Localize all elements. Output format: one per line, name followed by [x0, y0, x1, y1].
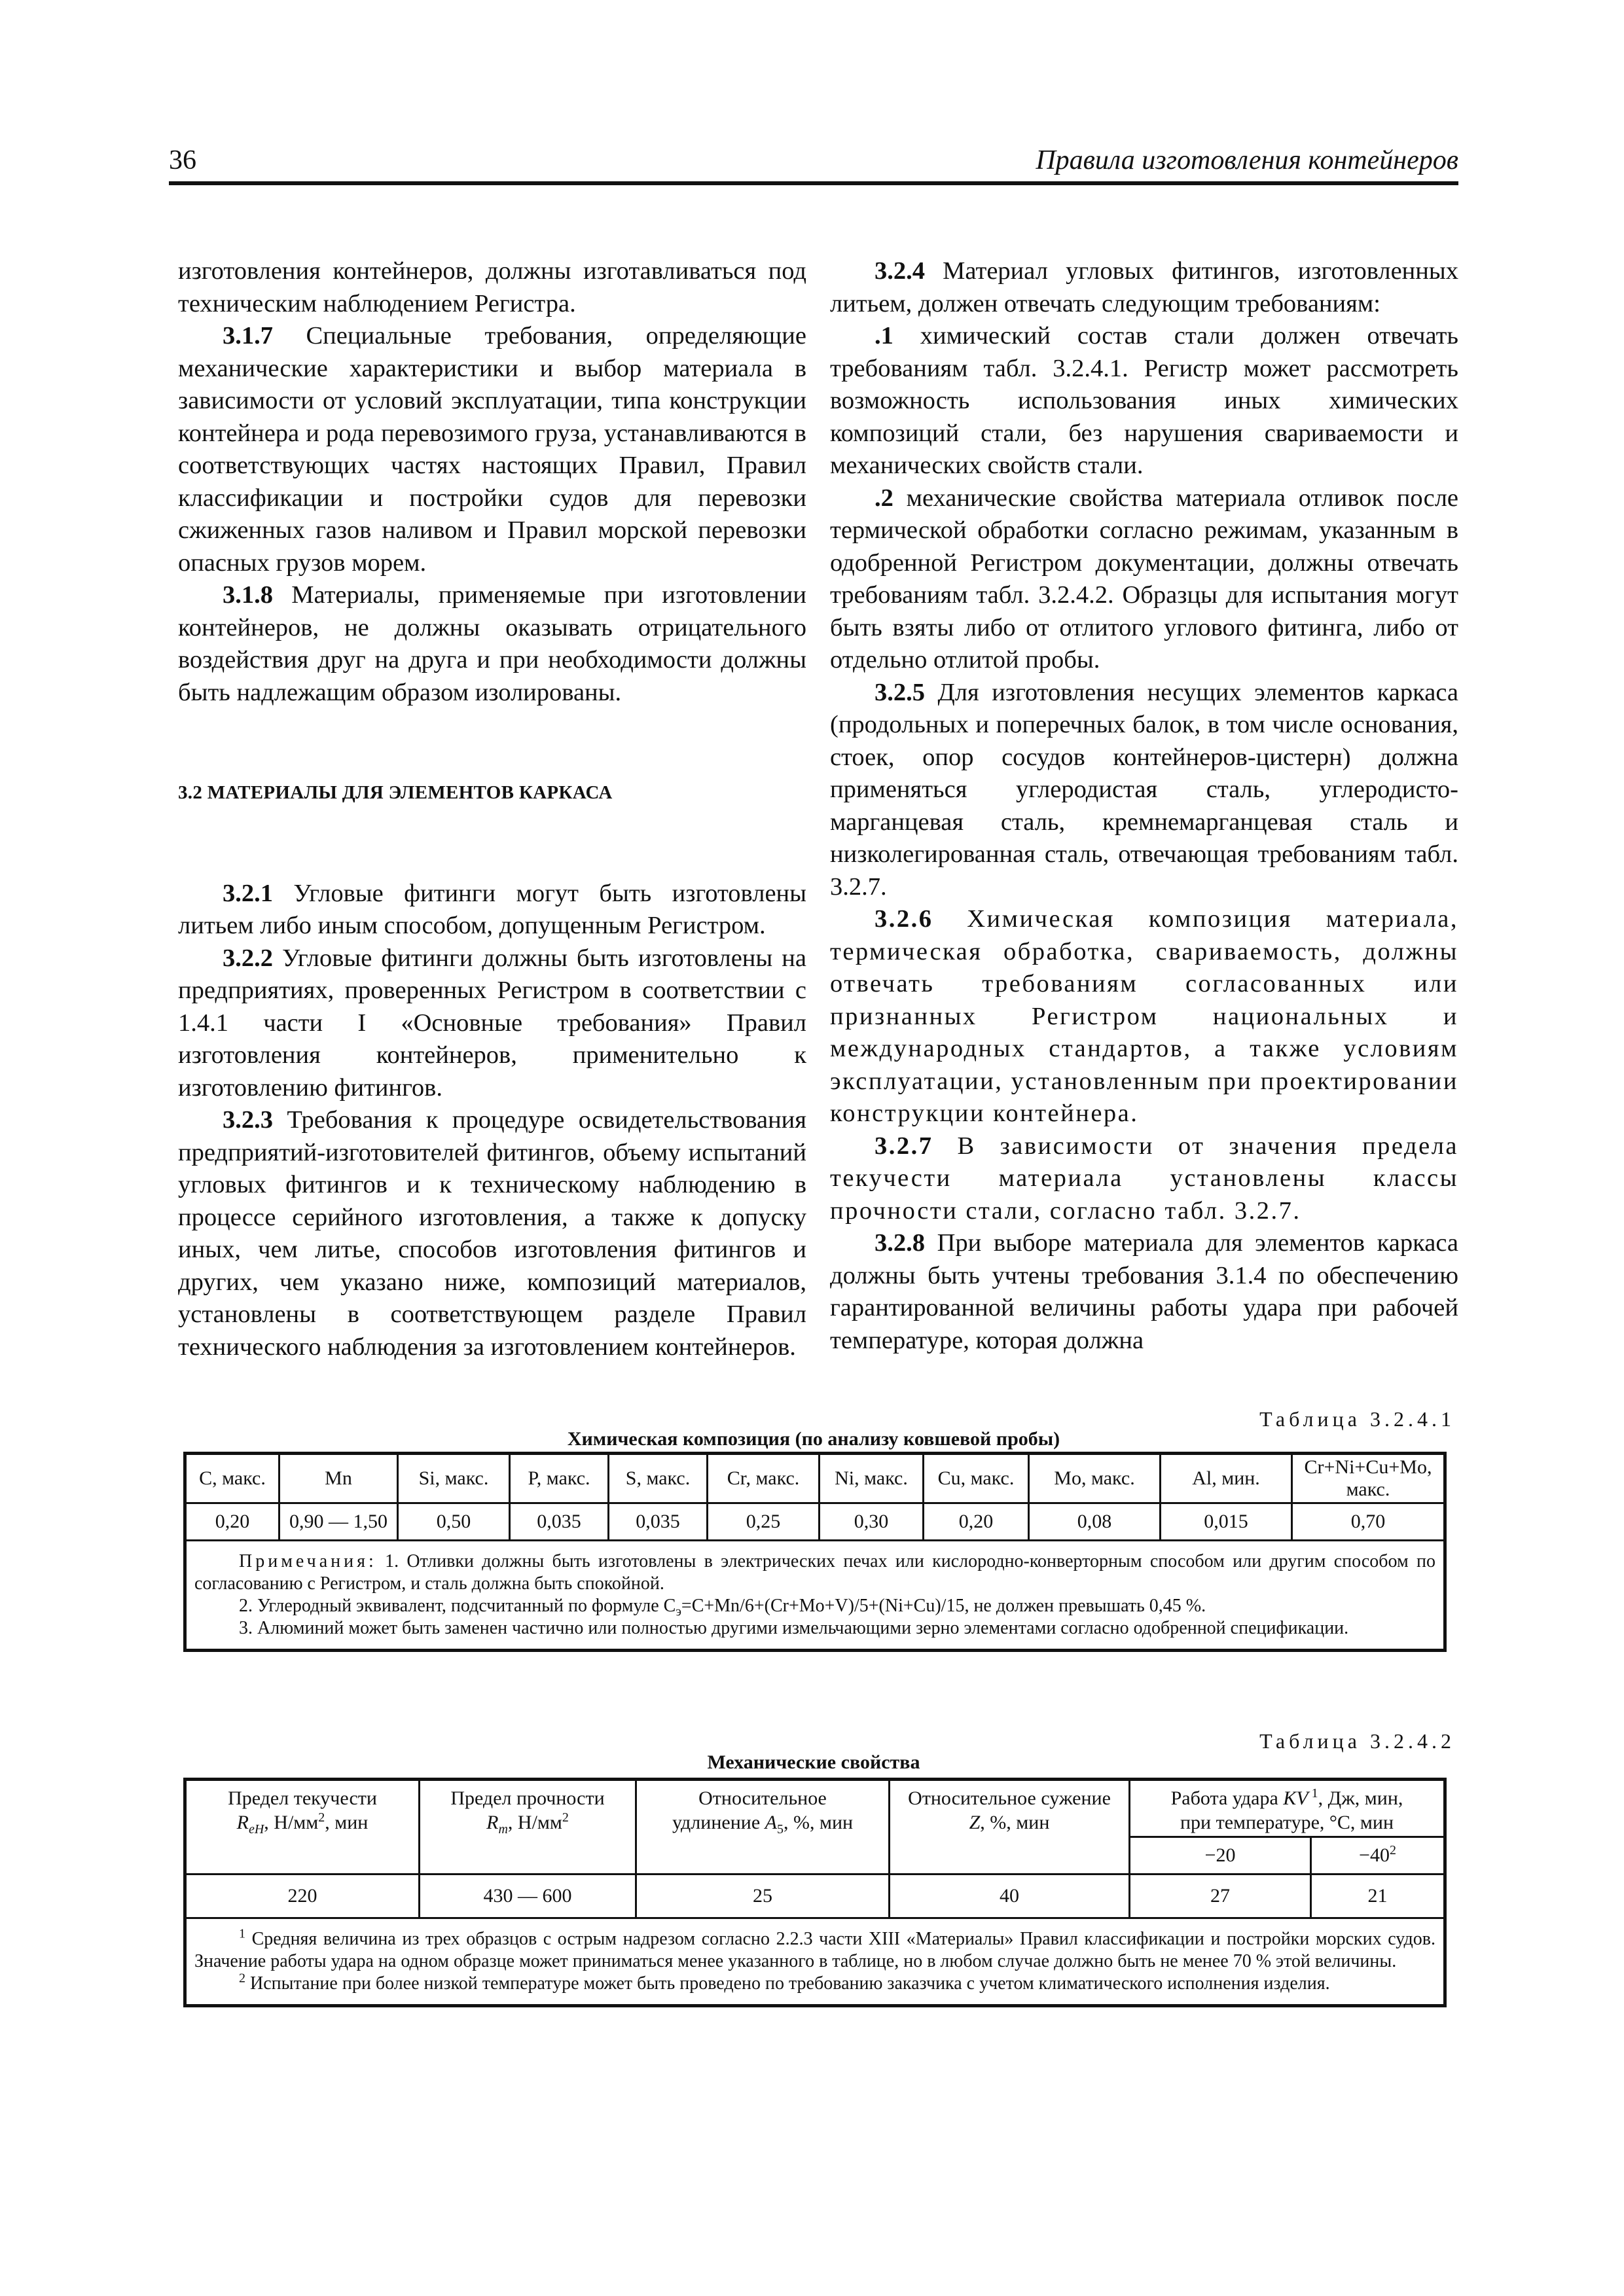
footnote-text: Средняя величина из трех образцов с острым надрезом согласно 2.2.3 части XIII «Материалы» Правил классификации и постройки морских судов. Значение работы удара на одном образце может приниматься менее указанного в таблице, но в любом случае должно быть не менее 70 % этой величины.: [194, 1929, 1435, 1971]
clause-number: 3.2.1: [223, 879, 273, 907]
notes-label: Примечания:: [239, 1551, 377, 1571]
table-cell: 40: [890, 1874, 1130, 1918]
paragraph-3-2-8: [830, 1227, 1458, 1357]
note-text: 3. Алюминий может быть заменен частично или полностью другими измельчающими зерно элементами согласно одобренной спецификации.: [239, 1618, 1349, 1638]
table-header-row: [185, 1780, 1445, 1837]
note-text: =C+Mn/6+(Cr+Mo+V)/5+(Ni+Cu)/15, не должен превышать 0,45 %.: [681, 1596, 1206, 1616]
clause-number: 3.2.7: [875, 1132, 933, 1160]
header-text: Относительное: [698, 1787, 827, 1809]
paragraph-3-2-7: [830, 1130, 1458, 1228]
footnote-1: [194, 1928, 1435, 1973]
paragraph-text: механические свойства материала отливок после термической обработки согласно режимам, указанным в одобренной Регистром документации, должны отвечать требованиям табл. 3.2.4.2. Образцы для испытания могут быть взяты либо от отлитого углового фитинга, либо от отдельно отлитой пробы.: [830, 484, 1458, 673]
header-text: удлинение: [672, 1812, 765, 1833]
note-1: [194, 1551, 1435, 1595]
paragraph-text: химический состав стали должен отвечать требованиям табл. 3.2.4.1. Регистр может рассмотреть возможность использования иных химических композиций стали, без нарушения свариваемости и механических свойств стали.: [830, 322, 1458, 479]
symbol: R: [236, 1812, 249, 1833]
paragraph-text: Требования к процедуре освидетельствования предприятий-изготовителей фитингов, объему испытаний угловых фитингов и к техническому наблюдению в процессе серийного изготовления, а также к допуску иных, чем литье, способов изготовления фитингов и других, чем указано ниже, композиций материалов, установлены в соответствующем разделе Правил технического наблюдения за изготовлением контейнеров.: [178, 1106, 806, 1361]
table-cell: 0,08: [1029, 1503, 1161, 1541]
table-cell: 430 — 600: [420, 1874, 636, 1918]
paragraph-3-2-2: [178, 942, 806, 1105]
clause-number: 3.2.3: [223, 1106, 273, 1134]
clause-number: .1: [875, 322, 893, 350]
paragraph-3-2-4: [830, 255, 1458, 320]
paragraph-text: Для изготовления несущих элементов каркаса (продольных и поперечных балок, в том числе основания, стоек, опор сосудов контейнеров-цистерн) должна применяться углеродистая сталь, углеродисто-марганцевая сталь, кремнемарганцевая сталь и низколегированная сталь, отвечающая требованиям табл. 3.2.7.: [830, 678, 1458, 901]
mechanical-properties-table: [183, 1778, 1447, 2007]
header-text: Предел текучести: [228, 1787, 377, 1809]
paragraph-text: Материал угловых фитингов, изготовленных литьем, должен отвечать следующим требованиям:: [830, 257, 1458, 317]
table-footnotes: [185, 1918, 1445, 2006]
table-cell: 0,30: [820, 1503, 924, 1541]
table-cell: 25: [636, 1874, 890, 1918]
table-cell: 0,70: [1292, 1503, 1445, 1541]
paragraph-text: Угловые фитинги должны быть изготовлены на предприятиях, проверенных Регистром в соответствии с 1.4.1 части I «Основные требования» Правил изготовления контейнеров, применительно к изготовлению фитингов.: [178, 944, 806, 1102]
symbol: R: [486, 1812, 499, 1833]
table-cell: 0,25: [708, 1503, 820, 1541]
subscript: 5: [776, 1822, 784, 1837]
table-header-cell: P, макс.: [510, 1454, 609, 1503]
table-header-cell: Ni, макс.: [820, 1454, 924, 1503]
note-text: 2. Углеродный эквивалент, подсчитанный по формуле C: [239, 1596, 676, 1616]
note-text: 1. Отливки должны быть изготовлены в электрических печах или кислородно-конверторным способом или другим способом по согласованию с Регистром, и сталь должна быть спокойной.: [194, 1551, 1435, 1594]
header-text: , мин: [325, 1812, 369, 1833]
table-header-cell: Cu, макс.: [924, 1454, 1029, 1503]
header-text: Предел прочности: [450, 1787, 605, 1809]
table-footnotes-row: [185, 1918, 1445, 2006]
table-header-cell: Cr, макс.: [708, 1454, 820, 1503]
table-header-cell: Mn: [280, 1454, 398, 1503]
subscript: m: [498, 1822, 508, 1837]
symbol: A: [765, 1812, 777, 1833]
symbol: Z: [969, 1812, 981, 1833]
table-cell: 0,015: [1161, 1503, 1292, 1541]
clause-number: 3.1.7: [223, 322, 273, 350]
footnote-marker: 1: [239, 1926, 245, 1941]
table-cell: 27: [1130, 1874, 1311, 1918]
table-cell: 220: [185, 1874, 420, 1918]
table-cell: 21: [1311, 1874, 1445, 1918]
note-3: [194, 1617, 1435, 1640]
table-header-cell: −20: [1130, 1837, 1311, 1874]
table-header-cell: C, макс.: [185, 1454, 280, 1503]
table-cell: 0,20: [924, 1503, 1029, 1541]
header-text: при температуре, °С, мин: [1180, 1812, 1394, 1833]
left-column: [178, 255, 806, 1363]
table-notes: [185, 1541, 1445, 1651]
header-text: , Н/мм: [264, 1812, 319, 1833]
paragraph-3-1-8: [178, 579, 806, 709]
footnote-text: Испытание при более низкой температуре может быть проведено по требованию заказчика с учетом климатического исполнения изделия.: [245, 1973, 1330, 1994]
header-text: , Н/мм: [507, 1812, 562, 1833]
table-header-cell: [185, 1780, 420, 1874]
paragraph-text: В зависимости от значения предела текучести материала установлены классы прочности стали, согласно табл. 3.2.7.: [830, 1132, 1458, 1225]
page-number: 36: [169, 145, 196, 175]
table-header-cell: [420, 1780, 636, 1874]
superscript: 2: [318, 1810, 325, 1825]
table-title: Механические свойства: [707, 1751, 920, 1773]
table-header-cell: [1130, 1780, 1445, 1837]
symbol: KV: [1283, 1787, 1308, 1809]
clause-number: 3.2.5: [875, 678, 925, 706]
paragraph-text: При выборе материала для элементов каркаса должны быть учтены требования 3.1.4 по обеспечению гарантированной величины работы удара при рабочей температуре, которая должна: [830, 1229, 1458, 1354]
paragraph-3-2-5: [830, 677, 1458, 904]
header-text: Относительное сужение: [908, 1787, 1111, 1809]
header-text: , %, мин: [980, 1812, 1050, 1833]
list-item-1: [830, 320, 1458, 482]
table-header-cell: S, макс.: [609, 1454, 708, 1503]
right-column: [830, 255, 1458, 1357]
superscript: 1: [1308, 1786, 1318, 1801]
table-cell: 0,90 — 1,50: [280, 1503, 398, 1541]
running-title: Правила изготовления контейнеров: [1036, 145, 1458, 175]
table-label: Таблица 3.2.4.1: [1259, 1407, 1455, 1431]
table-header-cell: [890, 1780, 1130, 1874]
table-title: Химическая композиция (по анализу ковшевой пробы): [567, 1428, 1060, 1450]
paragraph-3-2-6: [830, 903, 1458, 1130]
footnote-2: [194, 1973, 1435, 1995]
page-header: [169, 141, 1458, 185]
paragraph-3-2-3: [178, 1104, 806, 1363]
table-cell: 0,20: [185, 1503, 280, 1541]
table-notes-row: [185, 1541, 1445, 1651]
header-text: , %, мин: [783, 1812, 854, 1833]
list-item-2: [830, 482, 1458, 677]
table-row: [185, 1503, 1445, 1541]
table-header-cell: Al, мин.: [1161, 1454, 1292, 1503]
header-text: , Дж, мин,: [1318, 1787, 1403, 1809]
header-text: Работа удара: [1170, 1787, 1284, 1809]
table-label: Таблица 3.2.4.2: [1259, 1729, 1455, 1753]
footnote-marker: 2: [239, 1971, 245, 1986]
paragraph: изготовления контейнеров, должны изготавливаться под техническим наблюдением Регистра.: [178, 257, 806, 317]
table-cell: 0,50: [398, 1503, 510, 1541]
clause-number: 3.2.8: [875, 1229, 925, 1257]
table-header-row: [185, 1454, 1445, 1503]
clause-number: 3.2.6: [875, 905, 933, 933]
table-row: [185, 1874, 1445, 1918]
paragraph-3-2-1: [178, 878, 806, 942]
chemical-composition-table: [183, 1452, 1447, 1652]
paragraph-text: Специальные требования, определяющие механические характеристики и выбор материала в зависимости от условий эксплуатации, типа конструкции контейнера и рода перевозимого груза, устанавливаются в соответствующих частях настоящих Правил, Правил классификации и постройки судов для перевозки сжиженных газов наливом и Правил морской перевозки опасных грузов морем.: [178, 322, 806, 577]
paragraph-text: Химическая композиция материала, термическая обработка, свариваемость, должны отвечать требованиям согласованных или признанных Регистром национальных и международных стандартов, а также условиям эксплуатации, установленным при проектировании конструкции контейнера.: [830, 905, 1458, 1127]
paragraph-text: Угловые фитинги могут быть изготовлены литьем либо иным способом, допущенным Регистром.: [178, 879, 806, 939]
table-cell: 0,035: [510, 1503, 609, 1541]
table-header-cell: Cr+Ni+Cu+Mo, макс.: [1292, 1454, 1445, 1503]
paragraph-3-1-7: [178, 320, 806, 579]
superscript: 2: [562, 1810, 569, 1825]
subscript: eH: [248, 1822, 264, 1837]
clause-number: 3.2.4: [875, 257, 925, 285]
table-header-cell: [636, 1780, 890, 1874]
paragraph-text: Материалы, применяемые при изготовлении контейнеров, не должны оказывать отрицательного воздействия друг на друга и при необходимости должны быть надлежащим образом изолированы.: [178, 581, 806, 706]
clause-number: .2: [875, 484, 893, 512]
section-title: 3.2 МАТЕРИАЛЫ ДЛЯ ЭЛЕМЕНТОВ КАРКАСА: [178, 782, 613, 803]
header-text: −40: [1359, 1844, 1390, 1866]
table-header-cell: Mo, макс.: [1029, 1454, 1161, 1503]
note-2: [194, 1595, 1435, 1617]
table-header-cell: [1311, 1837, 1445, 1874]
clause-number: 3.1.8: [223, 581, 273, 609]
subscript: э: [676, 1604, 681, 1619]
clause-number: 3.2.2: [223, 944, 273, 972]
superscript: 2: [1389, 1843, 1396, 1857]
table-header-cell: Si, макс.: [398, 1454, 510, 1503]
table-cell: 0,035: [609, 1503, 708, 1541]
